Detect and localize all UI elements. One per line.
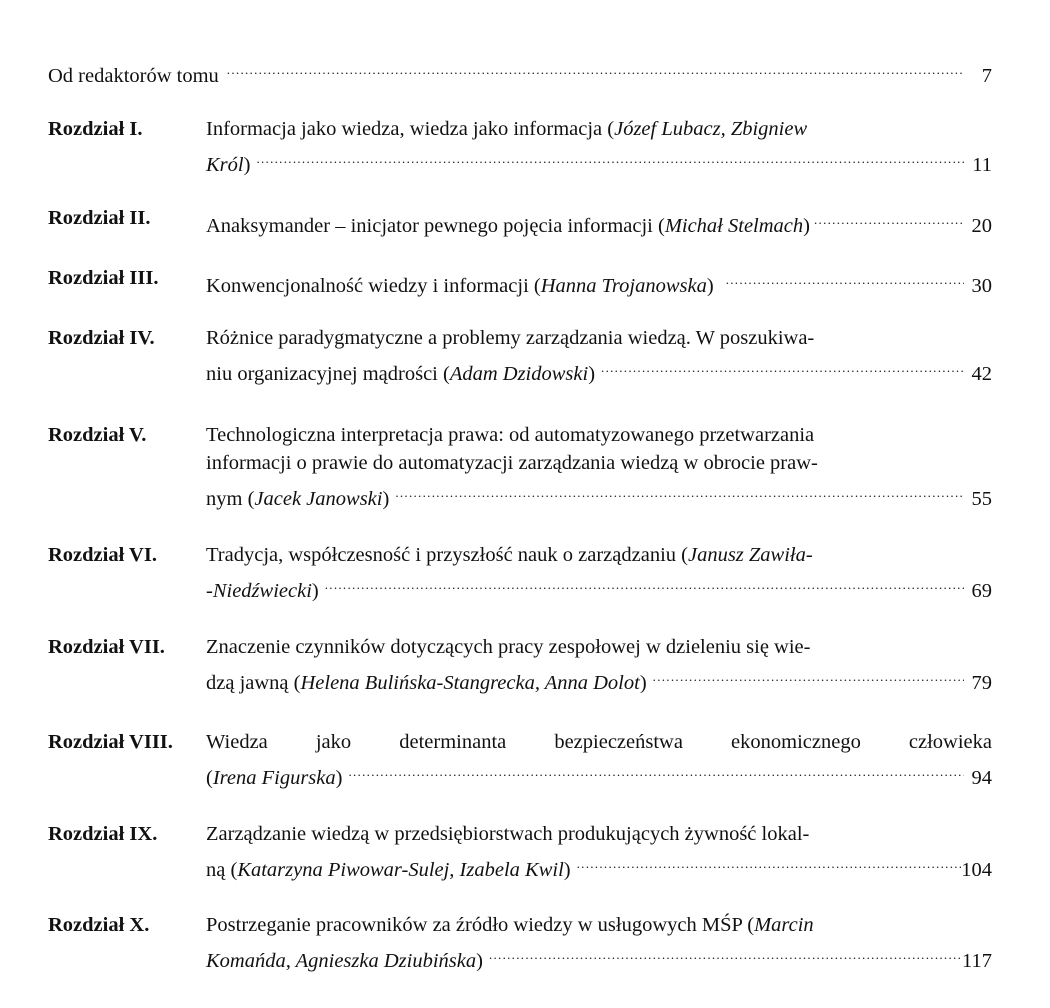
chapter-authors: Katarzyna Piwowar-Sulej, Izabela Kwil [237, 859, 564, 881]
paren-close: ) [382, 488, 390, 510]
page-number: 20 [971, 215, 992, 237]
dot-leader [726, 264, 964, 292]
chapter-title: Anaksymander – inicjator pewnego pojęcia informacji ( [206, 215, 665, 237]
chapter-title: Zarządzanie wiedzą w przedsiębiorstwach produkujących żywność lokal- [206, 823, 810, 845]
chapter-label: Rozdział III. [48, 267, 159, 289]
chapter-label: Rozdział IV. [48, 327, 155, 349]
chapter-title: Technologiczna interpretacja prawa: od automatyzowanego przetwarzania [206, 424, 815, 446]
chapter-authors: Józef Lubacz, Zbigniew [614, 118, 808, 140]
toc-entry-chapter-9[interactable] [48, 820, 992, 881]
page-number: 69 [971, 580, 992, 602]
chapter-authors: Hanna Trojanowska [540, 275, 707, 297]
chapter-authors: Michał Stelmach [664, 215, 804, 237]
toc-entry-chapter-2[interactable] [48, 204, 992, 237]
toc-entry-chapter-6[interactable] [48, 541, 992, 602]
chapter-label: Rozdział VII. [48, 636, 165, 658]
toc-entry-chapter-4[interactable] [48, 324, 992, 385]
page-number: 11 [972, 154, 992, 176]
chapter-label: Rozdział V. [48, 424, 147, 446]
chapter-authors: Adam Dzidowski [449, 363, 589, 385]
chapter-label: Rozdział VIII. [48, 731, 173, 753]
chapter-title: Wiedza jako determinanta bezpieczeństwa ekonomicznego człowieka [206, 731, 992, 753]
toc-entry-chapter-8[interactable] [48, 728, 992, 789]
page-number: 30 [971, 275, 992, 297]
dot-leader [577, 848, 962, 876]
chapter-label: Rozdział X. [48, 914, 150, 936]
toc-entry-chapter-7[interactable] [48, 633, 992, 694]
chapter-label: Rozdział I. [48, 118, 143, 140]
toc-entry-chapter-1[interactable] [48, 115, 992, 176]
chapter-title: Tradycja, współczesność i przyszłość nauk o zarządzaniu ( [206, 544, 688, 566]
page-number: 55 [971, 488, 992, 510]
paren-close: ) [563, 859, 571, 881]
dot-leader [814, 204, 964, 232]
chapter-label: Rozdział IX. [48, 823, 158, 845]
dot-leader [348, 756, 964, 784]
chapter-authors: Król [206, 154, 244, 176]
paren-close: ) [803, 215, 810, 237]
chapter-authors: Helena Bulińska-Stangrecka, Anna Dolot [300, 672, 640, 694]
chapter-title: ną ( [206, 859, 238, 881]
chapter-title: informacji o prawie do automatyzacji zarządzania wiedzą w obrocie praw- [206, 452, 818, 474]
chapter-title: Znaczenie czynników dotyczących pracy zespołowej w dzieleniu się wie- [206, 636, 811, 658]
toc-entry-chapter-10[interactable] [48, 911, 992, 972]
page-number: 42 [971, 363, 992, 385]
dot-leader [489, 939, 962, 967]
paren-close: ) [588, 363, 596, 385]
paren-open: ( [206, 767, 213, 789]
page-number: 94 [971, 767, 992, 789]
chapter-label: Rozdział VI. [48, 544, 157, 566]
page-number: 104 [961, 859, 992, 881]
paren-close: ) [706, 275, 714, 297]
paren-close: ) [243, 154, 251, 176]
chapter-authors: Irena Figurska [212, 767, 336, 789]
dot-leader [653, 661, 964, 689]
toc-entry-chapter-5[interactable] [48, 421, 992, 510]
paren-close: ) [639, 672, 647, 694]
chapter-title: Informacja jako wiedza, wiedza jako informacja ( [206, 118, 615, 140]
chapter-title: Konwencjonalność wiedzy i informacji ( [206, 275, 541, 297]
dot-leader [395, 477, 964, 505]
chapter-label: Rozdział II. [48, 207, 151, 229]
chapter-authors: Janusz Zawiła- [687, 544, 813, 566]
chapter-title: nym ( [206, 488, 255, 510]
dot-leader [325, 569, 964, 597]
paren-close: ) [311, 580, 319, 602]
chapter-title: Postrzeganie pracowników za źródło wiedzy w usługowych MŚP ( [206, 914, 755, 936]
toc-entry-title: Od redaktorów tomu [48, 65, 219, 87]
chapter-authors: -Niedźwiecki [206, 580, 312, 602]
paren-close: ) [335, 767, 343, 789]
chapter-title: niu organizacyjnej mądrości ( [206, 363, 450, 385]
dot-leader [227, 54, 964, 82]
page-number: 117 [962, 950, 992, 972]
toc-entry-chapter-3[interactable] [48, 264, 992, 297]
dot-leader [256, 143, 964, 171]
paren-close: ) [476, 950, 483, 972]
toc-entry-intro[interactable] [48, 54, 992, 87]
chapter-authors: Marcin [754, 914, 814, 936]
page-number: 79 [971, 672, 992, 694]
chapter-title: dzą jawną ( [206, 672, 301, 694]
chapter-title: Różnice paradygmatyczne a problemy zarządzania wiedzą. W poszukiwa- [206, 327, 815, 349]
chapter-authors: Jacek Janowski [254, 488, 383, 510]
page-number: 7 [981, 65, 992, 87]
dot-leader [601, 352, 964, 380]
chapter-authors: Komańda, Agnieszka Dziubińska [206, 950, 477, 972]
